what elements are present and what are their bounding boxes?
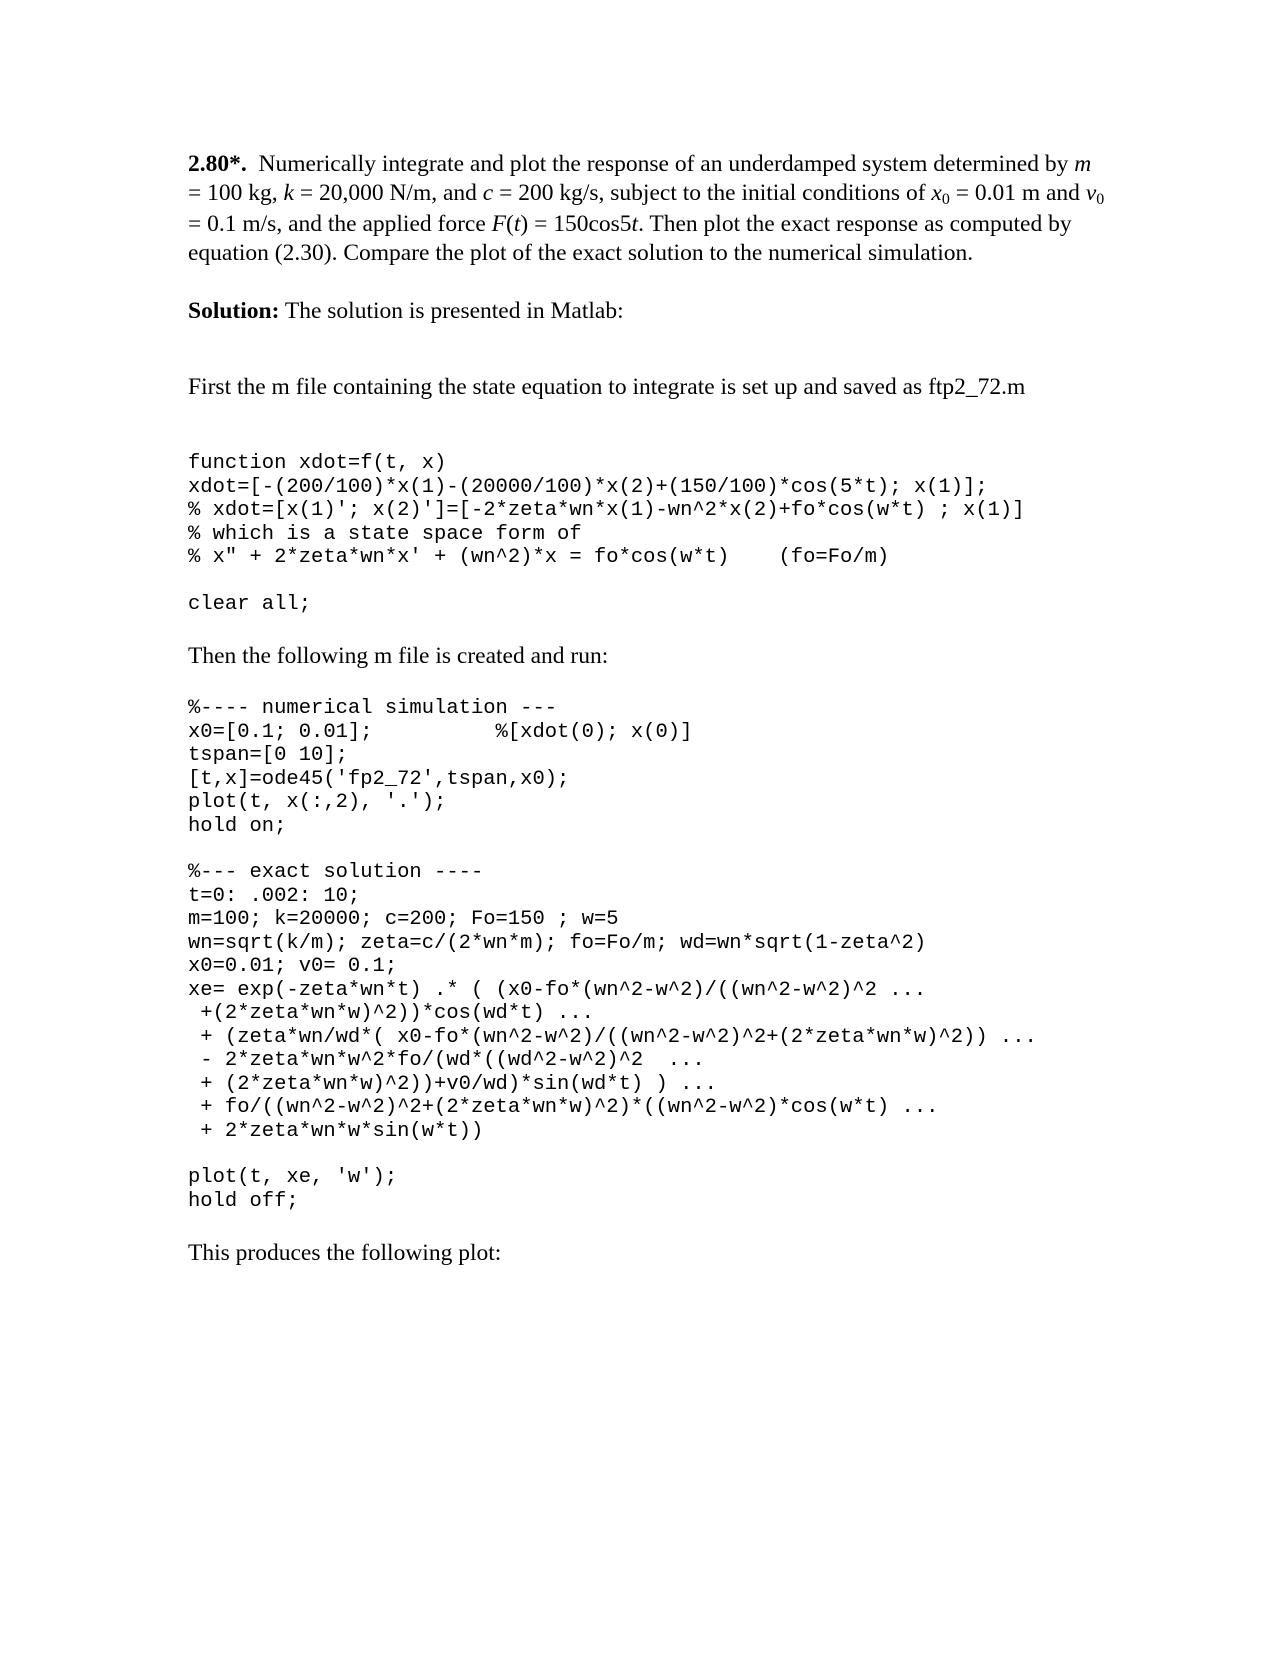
problem-text-9: . Then plot the exact response as computed by equation (2.30). Compare the plot of the exact solution to the numerical simulation.: [188, 211, 1072, 266]
code-line: xdot=[-(200/100)*x(1)-(20000/100)*x(2)+(150/100)*cos(5*t); x(1)];: [188, 475, 988, 499]
problem-number: 2.80*.: [188, 151, 247, 177]
code-line: [t,x]=ode45('fp2_72',tspan,x0);: [188, 767, 570, 791]
velocity-subscript: 0: [1096, 191, 1105, 208]
code-line: + fo/((wn^2-w^2)^2+(2*zeta*wn*w)^2)*((wn^2-w^2)*cos(w*t) ...: [188, 1096, 939, 1119]
problem-text-2: = 100 kg,: [188, 180, 284, 206]
code-line: + (zeta*wn/wd*( x0-fo*(wn^2-w^2)/((wn^2-w^2)^2+(2*zeta*wn*w)^2)) ...: [188, 1025, 1037, 1049]
time-symbol: t: [513, 211, 521, 237]
displacement-subscript: 0: [941, 191, 950, 208]
code-line: m=100; k=20000; c=200; Fo=150 ; w=5: [188, 908, 619, 931]
displacement-symbol: x: [931, 180, 942, 206]
code-line: x0=0.01; v0= 0.1;: [188, 955, 398, 978]
code-line: function xdot=f(t, x): [188, 452, 447, 475]
problem-text-5: = 0.01 m and: [949, 180, 1086, 206]
code-line: hold on;: [188, 814, 287, 838]
problem-text-4: = 200 kg/s, subject to the initial conditions of: [493, 180, 932, 206]
code-clear-all: clear all;: [188, 592, 312, 616]
code-line: % which is a state space form of: [188, 522, 582, 546]
problem-text-8: ) = 150cos5: [520, 211, 632, 237]
stiffness-symbol: k: [283, 180, 294, 206]
code-block-plot: [188, 1166, 1108, 1213]
solution-label: Solution:: [188, 298, 280, 324]
code-line: % x" + 2*zeta*wn*x' + (wn^2)*x = fo*cos(w*t) (fo=Fo/m): [188, 546, 890, 569]
code-line: - 2*zeta*wn*w^2*fo/(wd*((wd^2-w^2)^2 ...: [188, 1049, 705, 1072]
code-line: hold off;: [188, 1189, 299, 1213]
code-line: +(2*zeta*wn*w)^2))*cos(wd*t) ...: [188, 1002, 594, 1025]
problem-text-7: (: [506, 211, 514, 237]
force-symbol: F: [491, 211, 507, 237]
damping-symbol: c: [482, 180, 494, 206]
code-line: % xdot=[x(1)'; x(2)']=[-2*zeta*wn*x(1)-wn^2*x(2)+fo*cos(w*t) ; x(1)]: [188, 499, 1025, 522]
problem-text-1: Numerically integrate and plot the response of an underdamped system determined by: [258, 151, 1075, 177]
code-line: x0=[0.1; 0.01]; %[xdot(0); x(0)]: [188, 720, 693, 744]
code-line: t=0: .002: 10;: [188, 884, 361, 908]
code-block-state-function: [188, 452, 1108, 570]
problem-text-6: = 0.1 m/s, and the applied force: [188, 211, 492, 237]
code-line: + 2*zeta*wn*w*sin(w*t)): [188, 1119, 484, 1143]
code-block-numerical-simulation: [188, 697, 1108, 838]
outro-paragraph: This produces the following plot:: [188, 1240, 502, 1266]
code-line: %--- exact solution ----: [188, 861, 484, 884]
problem-statement: [188, 150, 1108, 268]
code-line: xe= exp(-zeta*wn*t) .* ( (x0-fo*(wn^2-w^2)/((wn^2-w^2)^2 ...: [188, 978, 927, 1002]
document-page: [188, 150, 1108, 1268]
intro-paragraph-1: First the m file containing the state equation to integrate is set up and saved as ftp2_72.m: [188, 374, 1026, 400]
time-symbol-2: t: [631, 211, 639, 237]
velocity-symbol: v: [1085, 180, 1097, 206]
code-line: + (2*zeta*wn*w)^2))+v0/wd)*sin(wd*t) ) ...: [188, 1072, 717, 1096]
intro-paragraph-2: Then the following m file is created and run:: [188, 643, 609, 669]
mass-symbol: m: [1074, 151, 1092, 177]
code-line: plot(t, x(:,2), '.');: [188, 791, 447, 814]
solution-heading: [188, 297, 1108, 326]
code-line: plot(t, xe, 'w');: [188, 1166, 398, 1189]
code-block-exact-solution: [188, 861, 1108, 1143]
solution-text: The solution is presented in Matlab:: [279, 298, 624, 324]
code-line: wn=sqrt(k/m); zeta=c/(2*wn*m); fo=Fo/m; wd=wn*sqrt(1-zeta^2): [188, 931, 927, 955]
code-line: tspan=[0 10];: [188, 744, 348, 767]
code-line: %---- numerical simulation ---: [188, 697, 558, 720]
problem-text-3: = 20,000 N/m, and: [293, 180, 483, 206]
